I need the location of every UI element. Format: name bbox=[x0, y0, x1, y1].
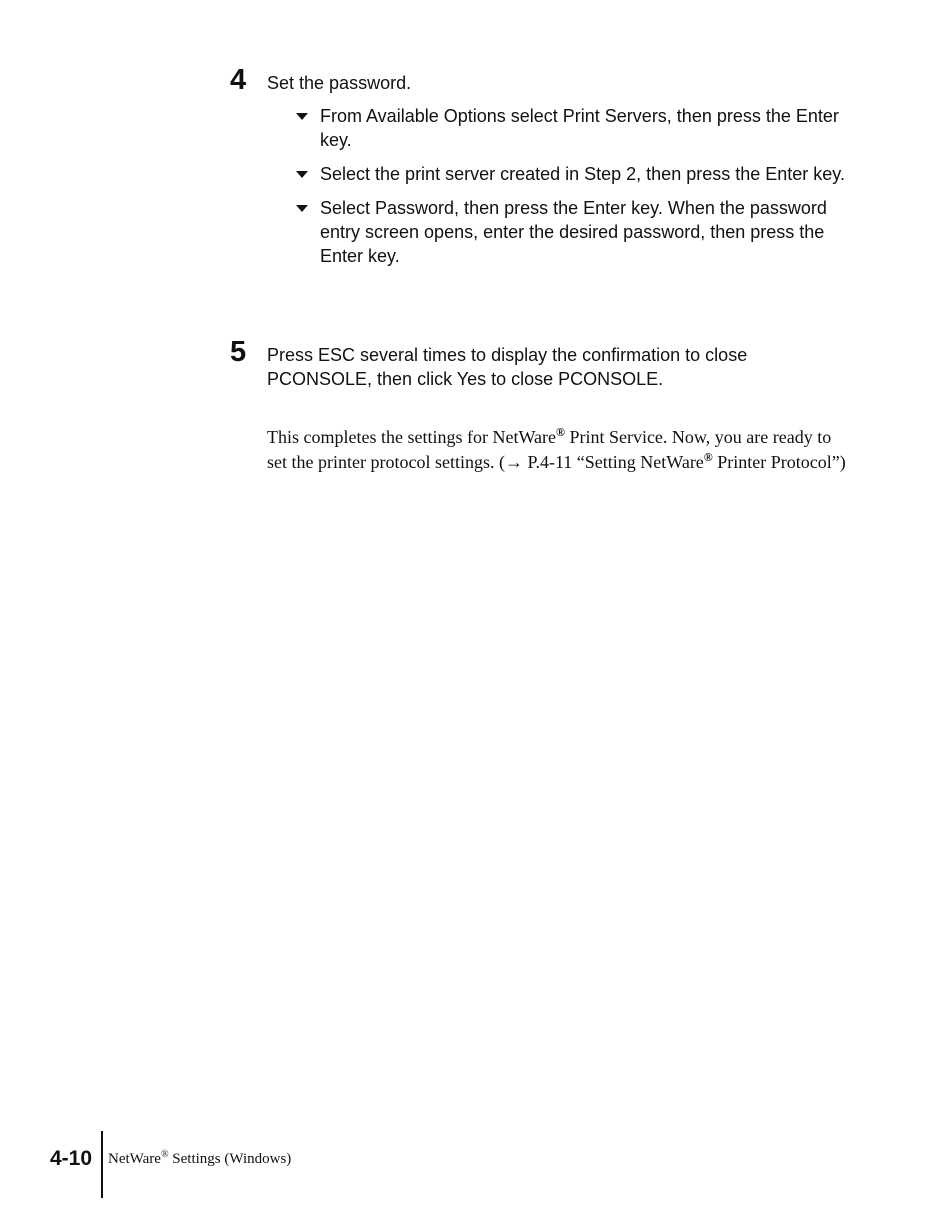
registered-mark: ® bbox=[555, 425, 565, 439]
bullet-item bbox=[296, 162, 846, 186]
arrow-right-icon: → bbox=[504, 452, 523, 472]
triangle-down-icon bbox=[296, 205, 308, 212]
note-text: This completes the settings for NetWare bbox=[267, 427, 556, 447]
registered-mark: ® bbox=[703, 450, 713, 464]
registered-mark: ® bbox=[160, 1149, 169, 1160]
bullet-text: Select Password, then press the Enter key. When the password entry screen opens, enter the desired password, then press the Enter key. bbox=[320, 198, 827, 266]
footer-chapter-title bbox=[108, 1150, 291, 1168]
triangle-down-icon bbox=[296, 113, 308, 120]
cross-reference-link[interactable]: P.4-11 “Setting NetWare bbox=[522, 452, 704, 472]
footer-divider bbox=[101, 1131, 103, 1198]
step-heading: Set the password. bbox=[267, 73, 412, 93]
page-number: 4-10 bbox=[50, 1147, 93, 1170]
note-text: Printer Protocol”) bbox=[712, 452, 846, 472]
triangle-down-icon bbox=[296, 171, 308, 178]
note-text: Print Service. Now, you are ready to set the printer protocol settings. ( bbox=[267, 427, 832, 472]
step-heading: Press ESC several times to display the confirmation to close PCONSOLE, then click Yes to close PCONSOLE. bbox=[267, 345, 748, 389]
step-number: 4 bbox=[230, 64, 247, 96]
bullet-item bbox=[296, 104, 846, 152]
step-4-bullet-list bbox=[296, 104, 846, 278]
footer-title-text: Settings (Windows) bbox=[168, 1151, 292, 1167]
completion-note bbox=[267, 425, 847, 475]
bullet-text: From Available Options select Print Servers, then press the Enter key. bbox=[320, 106, 839, 150]
step-number: 5 bbox=[230, 336, 247, 368]
bullet-item bbox=[296, 196, 846, 268]
bullet-text: Select the print server created in Step 2, then press the Enter key. bbox=[320, 164, 845, 184]
footer-title-text: NetWare bbox=[108, 1151, 161, 1167]
